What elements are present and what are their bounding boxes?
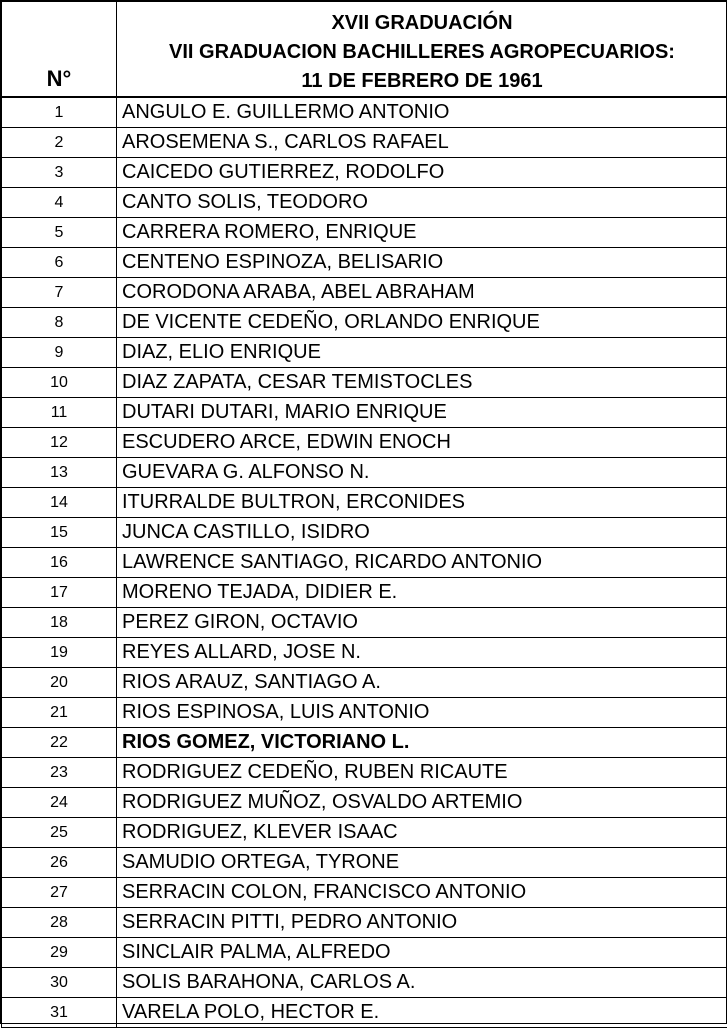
graduate-name: ITURRALDE BULTRON, ERCONIDES: [117, 488, 727, 518]
row-number: 16: [2, 548, 117, 578]
row-number: 27: [2, 878, 117, 908]
row-number: 8: [2, 308, 117, 338]
row-number: 21: [2, 698, 117, 728]
row-number: 17: [2, 578, 117, 608]
graduate-name: CAICEDO GUTIERREZ, RODOLFO: [117, 158, 727, 188]
table-row: [2, 638, 727, 668]
graduate-name: GUEVARA G. ALFONSO N.: [117, 458, 727, 488]
graduate-name: ESCUDERO ARCE, EDWIN ENOCH: [117, 428, 727, 458]
row-number: 4: [2, 188, 117, 218]
graduate-name: RIOS ESPINOSA, LUIS ANTONIO: [117, 698, 727, 728]
row-number: 6: [2, 248, 117, 278]
row-number: 15: [2, 518, 117, 548]
table-row: [2, 218, 727, 248]
graduate-name: RODRIGUEZ, KLEVER ISAAC: [117, 818, 727, 848]
table-row: [2, 698, 727, 728]
row-number: 13: [2, 458, 117, 488]
table-row: [2, 428, 727, 458]
graduate-name: SOLIS BARAHONA, CARLOS A.: [117, 968, 727, 998]
table-row: [2, 968, 727, 998]
table-row: [2, 848, 727, 878]
table-row: [2, 728, 727, 758]
row-number: 2: [2, 128, 117, 158]
row-number: 25: [2, 818, 117, 848]
table-row: [2, 518, 727, 548]
row-number: 10: [2, 368, 117, 398]
graduate-name: DE VICENTE CEDEÑO, ORLANDO ENRIQUE: [117, 308, 727, 338]
graduate-name: CORODONA ARABA, ABEL ABRAHAM: [117, 278, 727, 308]
graduate-name: RIOS GOMEZ, VICTORIANO L.: [117, 728, 727, 758]
title-line-1: XVII GRADUACIÓN: [117, 9, 727, 38]
table-row: [2, 398, 727, 428]
row-number: 28: [2, 908, 117, 938]
row-number: 24: [2, 788, 117, 818]
table-row: [2, 488, 727, 518]
graduate-name: JUNCA CASTILLO, ISIDRO: [117, 518, 727, 548]
graduate-name: PEREZ GIRON, OCTAVIO: [117, 608, 727, 638]
row-number: 9: [2, 338, 117, 368]
row-number: 12: [2, 428, 117, 458]
table-row: [2, 278, 727, 308]
graduate-name: SERRACIN COLON, FRANCISCO ANTONIO: [117, 878, 727, 908]
table-row: [2, 818, 727, 848]
table-row: [2, 758, 727, 788]
graduate-name: RODRIGUEZ CEDEÑO, RUBEN RICAUTE: [117, 758, 727, 788]
row-number: 29: [2, 938, 117, 968]
graduate-name: SINCLAIR PALMA, ALFREDO: [117, 938, 727, 968]
table-row: [2, 878, 727, 908]
graduate-name: CANTO SOLIS, TEODORO: [117, 188, 727, 218]
graduate-name: RIOS ARAUZ, SANTIAGO A.: [117, 668, 727, 698]
table-row: [2, 248, 727, 278]
table-row: [2, 908, 727, 938]
table-row: [2, 97, 727, 128]
table-row: [2, 338, 727, 368]
graduates-list: [2, 97, 727, 1028]
table-row: [2, 308, 727, 338]
row-number: 18: [2, 608, 117, 638]
table-row: [2, 668, 727, 698]
title-line-3: 11 DE FEBRERO DE 1961: [117, 67, 727, 96]
row-number: 30: [2, 968, 117, 998]
table-row: [2, 578, 727, 608]
graduate-name: REYES ALLARD, JOSE N.: [117, 638, 727, 668]
graduate-name: DIAZ, ELIO ENRIQUE: [117, 338, 727, 368]
row-number: 7: [2, 278, 117, 308]
row-number: 5: [2, 218, 117, 248]
table-row: [2, 788, 727, 818]
number-column-header: N°: [2, 2, 117, 98]
title-line-2: VII GRADUACION BACHILLERES AGROPECUARIOS:: [117, 38, 727, 67]
table-row: [2, 458, 727, 488]
table-row: [2, 548, 727, 578]
row-number: 31: [2, 998, 117, 1028]
table-row: [2, 128, 727, 158]
graduate-name: SAMUDIO ORTEGA, TYRONE: [117, 848, 727, 878]
row-number: 22: [2, 728, 117, 758]
graduate-name: CENTENO ESPINOZA, BELISARIO: [117, 248, 727, 278]
graduate-name: VARELA POLO, HECTOR E.: [117, 998, 727, 1028]
graduate-name: CARRERA ROMERO, ENRIQUE: [117, 218, 727, 248]
graduate-name: RODRIGUEZ MUÑOZ, OSVALDO ARTEMIO: [117, 788, 727, 818]
row-number: 19: [2, 638, 117, 668]
row-number: 3: [2, 158, 117, 188]
graduate-name: DUTARI DUTARI, MARIO ENRIQUE: [117, 398, 727, 428]
table-header-row: [2, 2, 727, 98]
graduation-title: [117, 2, 727, 98]
graduate-name: MORENO TEJADA, DIDIER E.: [117, 578, 727, 608]
row-number: 1: [2, 97, 117, 128]
row-number: 20: [2, 668, 117, 698]
row-number: 23: [2, 758, 117, 788]
row-number: 26: [2, 848, 117, 878]
row-number: 14: [2, 488, 117, 518]
table-row: [2, 938, 727, 968]
row-number: 11: [2, 398, 117, 428]
table-row: [2, 368, 727, 398]
graduates-table: [1, 1, 727, 1028]
table-row: [2, 158, 727, 188]
table-row: [2, 188, 727, 218]
table-row: [2, 998, 727, 1028]
graduate-name: AROSEMENA S., CARLOS RAFAEL: [117, 128, 727, 158]
graduate-name: LAWRENCE SANTIAGO, RICARDO ANTONIO: [117, 548, 727, 578]
graduate-name: DIAZ ZAPATA, CESAR TEMISTOCLES: [117, 368, 727, 398]
table-row: [2, 608, 727, 638]
graduate-name: ANGULO E. GUILLERMO ANTONIO: [117, 97, 727, 128]
graduate-name: SERRACIN PITTI, PEDRO ANTONIO: [117, 908, 727, 938]
